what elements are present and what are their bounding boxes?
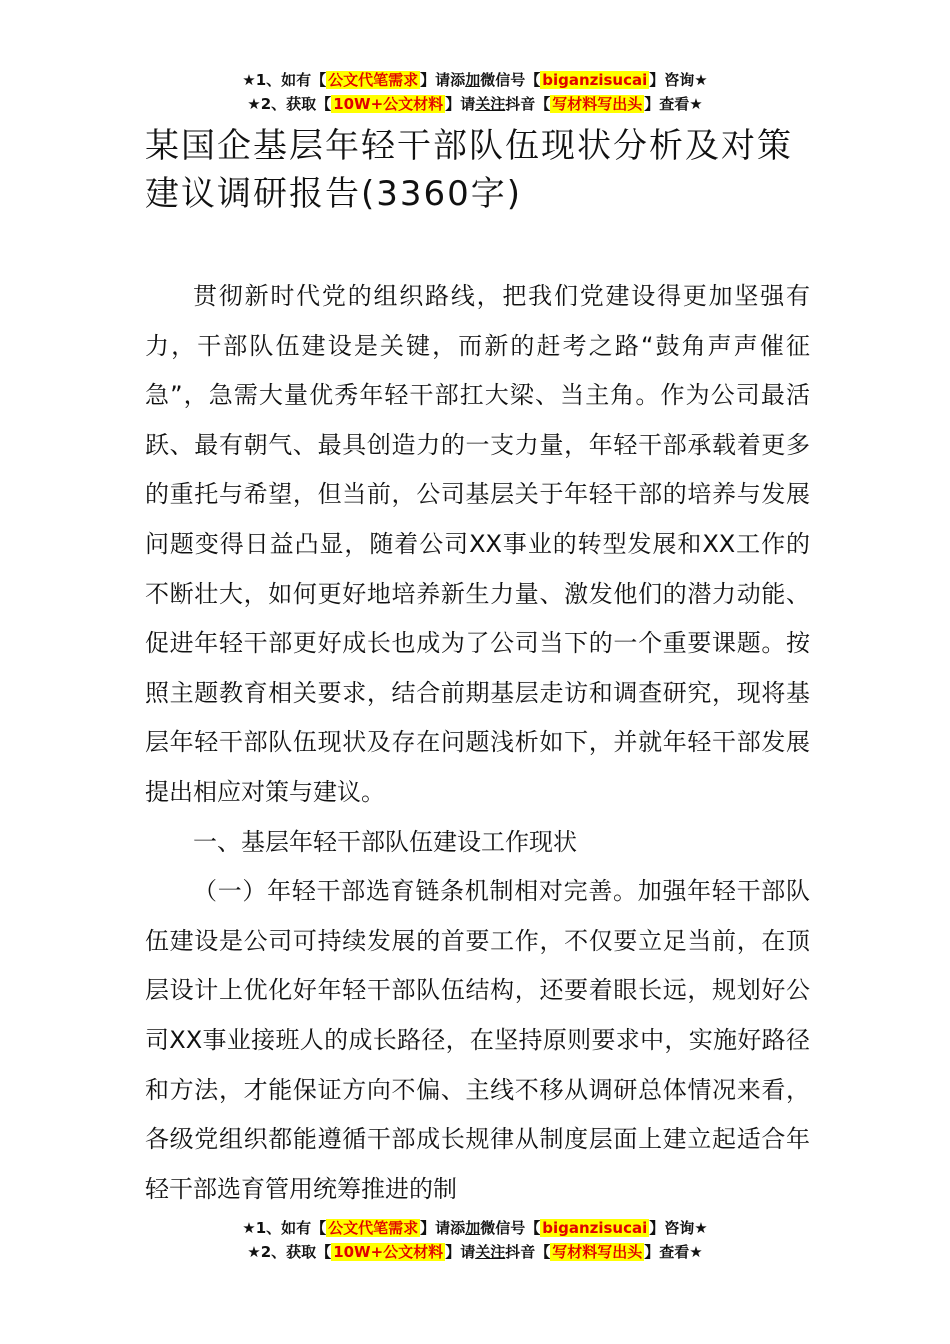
section-heading-1: 一、基层年轻干部队伍建设工作现状: [193, 827, 577, 856]
promo-line-1: ★1、如有【 公文代笔需求 】请添加微信号【 biganzisucai 】咨询★: [242, 1219, 708, 1237]
promo-line-2: ★2、获取【 10W+公文材料 】请关注抖音【 写材料写出头 】查看★: [247, 1243, 703, 1261]
highlight-wechat-id: biganzisucai: [542, 1219, 648, 1237]
highlight-wechat-id: biganzisucai: [542, 71, 648, 89]
promo-line-2: ★2、获取【 10W+公文材料 】请关注抖音【 写材料写出头 】查看★: [247, 95, 703, 113]
document-body: [145, 272, 810, 1214]
highlight-douyin: 写材料写出头: [552, 95, 643, 113]
highlight-douyin: 写材料写出头: [552, 1243, 643, 1261]
highlight-service: 公文代笔需求: [328, 71, 419, 89]
promo-banner-top: [0, 68, 950, 116]
paragraph-intro: 贯彻新时代党的组织路线，把我们党建设得更加坚强有力，干部队伍建设是关键，而新的赶考之路“鼓角声声催征急”，急需大量优秀年轻干部扛大梁、当主角。作为公司最活跃、最有朝气、最具创造力的一支力量，年轻干部承载着更多的重托与希望，但当前，公司基层关于年轻干部的培养与发展问题变得日益凸显，随着公司XX事业的转型发展和XX工作的不断壮大，如何更好地培养新生力量、激发他们的潜力动能、促进年轻干部更好成长也成为了公司当下的一个重要课题。按照主题教育相关要求，结合前期基层走访和调查研究，现将基层年轻干部队伍现状及存在问题浅析如下，并就年轻干部发展提出相应对策与建议。: [145, 282, 810, 806]
promo-banner-bottom: [0, 1216, 950, 1264]
highlight-materials: 10W+公文材料: [333, 1243, 444, 1261]
highlight-service: 公文代笔需求: [328, 1219, 419, 1237]
highlight-materials: 10W+公文材料: [333, 95, 444, 113]
document-title: 某国企基层年轻干部队伍现状分析及对策建议调研报告(3360字): [145, 126, 793, 214]
promo-line-1: ★1、如有【 公文代笔需求 】请添加微信号【 biganzisucai 】咨询★: [242, 71, 708, 89]
paragraph-1-1: （一）年轻干部选育链条机制相对完善。加强年轻干部队伍建设是公司可持续发展的首要工作，不仅要立足当前，在顶层设计上优化好年轻干部队伍结构，还要着眼长远，规划好公司XX事业接班人的成长路径，在坚持原则要求中，实施好路径和方法，才能保证方向不偏、主线不移从调研总体情况来看，各级党组织都能遵循干部成长规律从制度层面上建立起适合年轻干部选育管用统筹推进的制: [145, 877, 810, 1203]
